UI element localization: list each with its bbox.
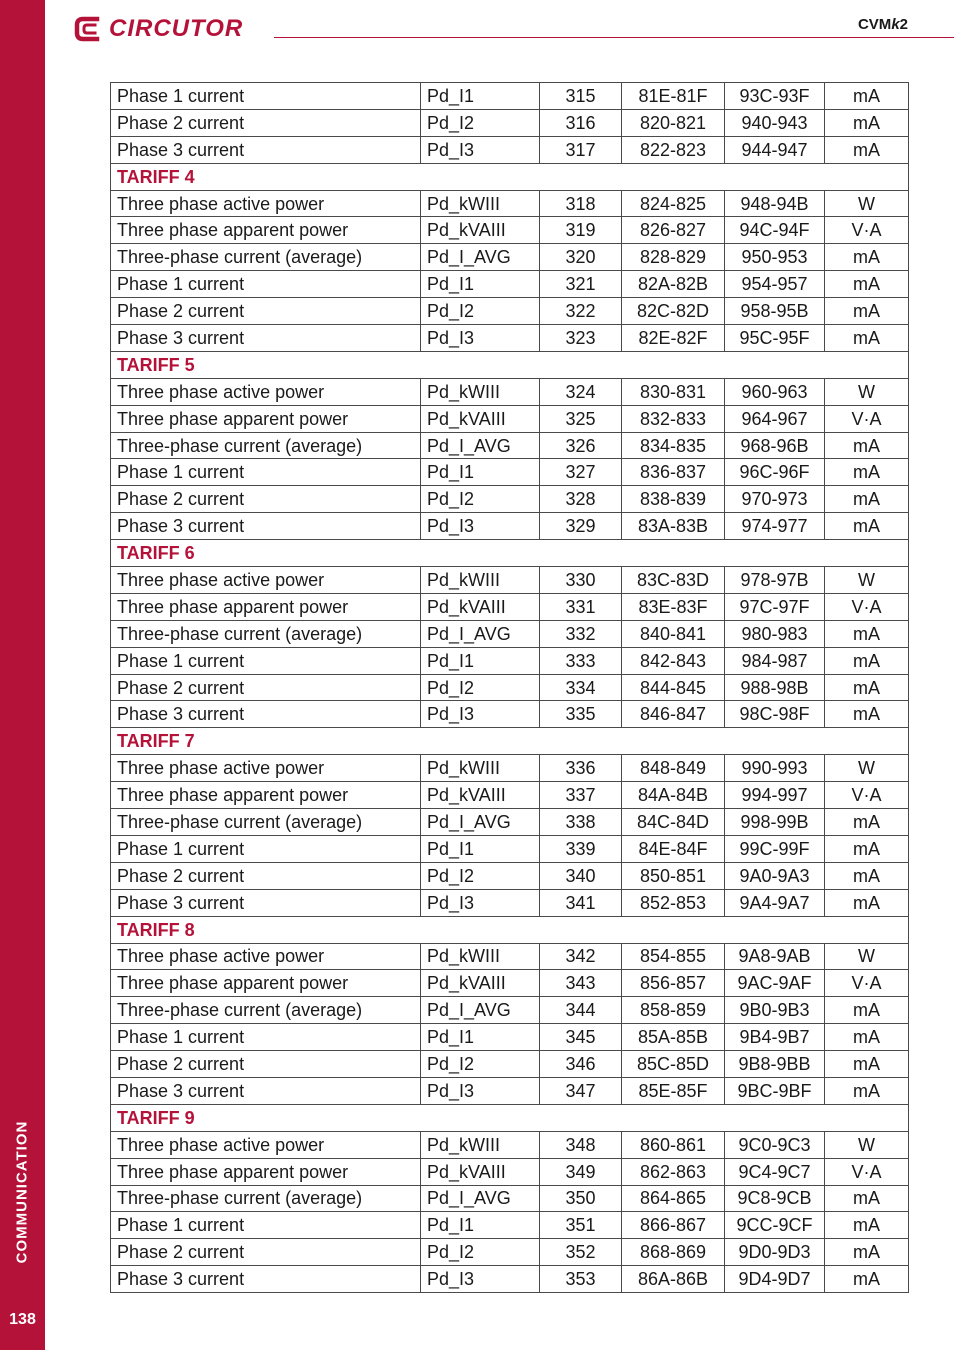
address-cell: 94C-94F — [725, 217, 825, 244]
units-cell: mA — [825, 459, 909, 486]
instantaneous-address-cell: 822-823 — [622, 136, 725, 163]
symbol-cell: Pd_kWIII — [421, 190, 540, 217]
variable-code-cell: 330 — [540, 567, 622, 594]
symbol-cell: Pd_kVAIII — [421, 782, 540, 809]
address-cell: 980-983 — [725, 620, 825, 647]
address-cell: 948-94B — [725, 190, 825, 217]
instantaneous-address-cell: 850-851 — [622, 862, 725, 889]
units-cell: V·A — [825, 593, 909, 620]
units-cell: V·A — [825, 1158, 909, 1185]
symbol-cell: Pd_I_AVG — [421, 809, 540, 836]
variable-code-cell: 340 — [540, 862, 622, 889]
symbol-cell: Pd_I1 — [421, 647, 540, 674]
tariff-section-row — [111, 351, 909, 378]
table-row — [111, 809, 909, 836]
parameter-cell: Three phase apparent power — [111, 217, 421, 244]
symbol-cell: Pd_I2 — [421, 1239, 540, 1266]
variable-code-cell: 347 — [540, 1077, 622, 1104]
address-cell: 9C4-9C7 — [725, 1158, 825, 1185]
symbol-cell: Pd_kWIII — [421, 567, 540, 594]
units-cell: mA — [825, 647, 909, 674]
variable-code-cell: 342 — [540, 943, 622, 970]
tariff-section-row — [111, 1104, 909, 1131]
table-row — [111, 674, 909, 701]
instantaneous-address-cell: 830-831 — [622, 378, 725, 405]
table-row — [111, 459, 909, 486]
parameter-cell: Three-phase current (average) — [111, 997, 421, 1024]
symbol-cell: Pd_kVAIII — [421, 1158, 540, 1185]
parameter-cell: Phase 3 current — [111, 1077, 421, 1104]
sidebar — [0, 0, 45, 1350]
table-row — [111, 1131, 909, 1158]
symbol-cell: Pd_I1 — [421, 1212, 540, 1239]
variable-code-cell: 345 — [540, 1024, 622, 1051]
address-cell: 9C8-9CB — [725, 1185, 825, 1212]
parameter-cell: Phase 1 current — [111, 835, 421, 862]
model-base: CVM — [857, 16, 892, 33]
instantaneous-address-cell: 858-859 — [622, 997, 725, 1024]
symbol-cell: Pd_I1 — [421, 271, 540, 298]
variable-code-cell: 327 — [540, 459, 622, 486]
instantaneous-address-cell: 868-869 — [622, 1239, 725, 1266]
parameter-cell: Phase 3 current — [111, 136, 421, 163]
address-cell: 9A0-9A3 — [725, 862, 825, 889]
address-cell: 98C-98F — [725, 701, 825, 728]
variable-code-cell: 315 — [540, 83, 622, 110]
table-row — [111, 432, 909, 459]
symbol-cell: Pd_I_AVG — [421, 244, 540, 271]
instantaneous-address-cell: 84A-84B — [622, 782, 725, 809]
address-cell: 954-957 — [725, 271, 825, 298]
table-row — [111, 701, 909, 728]
tariff-section-row — [111, 540, 909, 567]
table-row — [111, 325, 909, 352]
parameter-cell: Phase 2 current — [111, 298, 421, 325]
variable-code-cell: 336 — [540, 755, 622, 782]
address-cell: 990-993 — [725, 755, 825, 782]
units-cell: mA — [825, 701, 909, 728]
tariff-title: TARIFF 9 — [111, 1104, 909, 1131]
instantaneous-address-cell: 846-847 — [622, 701, 725, 728]
table-row — [111, 1212, 909, 1239]
variable-code-cell: 331 — [540, 593, 622, 620]
variable-code-cell: 316 — [540, 109, 622, 136]
symbol-cell: Pd_I2 — [421, 862, 540, 889]
table-row — [111, 647, 909, 674]
model-suffix: 2 — [899, 16, 908, 33]
parameter-cell: Three phase active power — [111, 943, 421, 970]
address-cell: 950-953 — [725, 244, 825, 271]
address-cell: 960-963 — [725, 378, 825, 405]
tariff-title: TARIFF 5 — [111, 351, 909, 378]
tariff-section-row — [111, 728, 909, 755]
symbol-cell: Pd_I_AVG — [421, 432, 540, 459]
units-cell: W — [825, 943, 909, 970]
variable-code-cell: 344 — [540, 997, 622, 1024]
instantaneous-address-cell: 828-829 — [622, 244, 725, 271]
table-row — [111, 1051, 909, 1078]
instantaneous-address-cell: 83E-83F — [622, 593, 725, 620]
symbol-cell: Pd_kWIII — [421, 378, 540, 405]
units-cell: V·A — [825, 970, 909, 997]
variable-code-cell: 350 — [540, 1185, 622, 1212]
table-row — [111, 136, 909, 163]
address-cell: 974-977 — [725, 513, 825, 540]
parameter-cell: Phase 3 current — [111, 889, 421, 916]
units-cell: mA — [825, 835, 909, 862]
instantaneous-address-cell: 852-853 — [622, 889, 725, 916]
variable-code-cell: 338 — [540, 809, 622, 836]
symbol-cell: Pd_I2 — [421, 674, 540, 701]
address-cell: 998-99B — [725, 809, 825, 836]
parameter-cell: Three phase active power — [111, 1131, 421, 1158]
symbol-cell: Pd_I3 — [421, 1266, 540, 1293]
instantaneous-address-cell: 860-861 — [622, 1131, 725, 1158]
table-row — [111, 1239, 909, 1266]
table-row — [111, 782, 909, 809]
parameter-cell: Phase 2 current — [111, 109, 421, 136]
tariff-title: TARIFF 4 — [111, 163, 909, 190]
symbol-cell: Pd_I_AVG — [421, 997, 540, 1024]
address-cell: 9B8-9BB — [725, 1051, 825, 1078]
tariff-title: TARIFF 8 — [111, 916, 909, 943]
instantaneous-address-cell: 83A-83B — [622, 513, 725, 540]
variable-code-cell: 332 — [540, 620, 622, 647]
model-name — [858, 16, 908, 33]
address-cell: 978-97B — [725, 567, 825, 594]
address-cell: 9B0-9B3 — [725, 997, 825, 1024]
units-cell: mA — [825, 1077, 909, 1104]
tariff-title: TARIFF 7 — [111, 728, 909, 755]
variable-code-cell: 348 — [540, 1131, 622, 1158]
units-cell: mA — [825, 136, 909, 163]
units-cell: mA — [825, 674, 909, 701]
instantaneous-address-cell: 86A-86B — [622, 1266, 725, 1293]
symbol-cell: Pd_kWIII — [421, 1131, 540, 1158]
variable-code-cell: 352 — [540, 1239, 622, 1266]
page-number: 138 — [9, 1311, 36, 1328]
symbol-cell: Pd_kVAIII — [421, 970, 540, 997]
instantaneous-address-cell: 84E-84F — [622, 835, 725, 862]
symbol-cell: Pd_kVAIII — [421, 217, 540, 244]
model-k: k — [891, 16, 900, 33]
variable-code-cell: 334 — [540, 674, 622, 701]
units-cell: W — [825, 378, 909, 405]
parameter-cell: Phase 2 current — [111, 674, 421, 701]
symbol-cell: Pd_I3 — [421, 1077, 540, 1104]
table-row — [111, 862, 909, 889]
parameter-cell: Three phase apparent power — [111, 782, 421, 809]
tariff-title: TARIFF 6 — [111, 540, 909, 567]
table-row — [111, 83, 909, 110]
table-row — [111, 1077, 909, 1104]
instantaneous-address-cell: 832-833 — [622, 405, 725, 432]
instantaneous-address-cell: 81E-81F — [622, 83, 725, 110]
variable-code-cell: 328 — [540, 486, 622, 513]
address-cell: 9BC-9BF — [725, 1077, 825, 1104]
parameter-cell: Phase 1 current — [111, 1024, 421, 1051]
parameter-cell: Phase 2 current — [111, 862, 421, 889]
table-row — [111, 1158, 909, 1185]
variable-code-cell: 343 — [540, 970, 622, 997]
address-cell: 97C-97F — [725, 593, 825, 620]
symbol-cell: Pd_kWIII — [421, 755, 540, 782]
table-row — [111, 1266, 909, 1293]
symbol-cell: Pd_I1 — [421, 1024, 540, 1051]
table-row — [111, 889, 909, 916]
header-rule — [274, 37, 954, 38]
parameter-cell: Three phase active power — [111, 378, 421, 405]
parameter-cell: Phase 2 current — [111, 1239, 421, 1266]
instantaneous-address-cell: 862-863 — [622, 1158, 725, 1185]
variable-code-cell: 320 — [540, 244, 622, 271]
units-cell: mA — [825, 1239, 909, 1266]
instantaneous-address-cell: 856-857 — [622, 970, 725, 997]
instantaneous-address-cell: 85E-85F — [622, 1077, 725, 1104]
units-cell: V·A — [825, 405, 909, 432]
symbol-cell: Pd_I1 — [421, 835, 540, 862]
parameter-cell: Three phase active power — [111, 190, 421, 217]
symbol-cell: Pd_I2 — [421, 109, 540, 136]
address-cell: 968-96B — [725, 432, 825, 459]
address-cell: 9AC-9AF — [725, 970, 825, 997]
instantaneous-address-cell: 842-843 — [622, 647, 725, 674]
table-row — [111, 298, 909, 325]
parameter-cell: Phase 3 current — [111, 701, 421, 728]
units-cell: W — [825, 190, 909, 217]
instantaneous-address-cell: 826-827 — [622, 217, 725, 244]
symbol-cell: Pd_I2 — [421, 298, 540, 325]
table-row — [111, 244, 909, 271]
variable-code-cell: 329 — [540, 513, 622, 540]
variable-code-cell: 335 — [540, 701, 622, 728]
parameter-cell: Phase 3 current — [111, 325, 421, 352]
instantaneous-address-cell: 834-835 — [622, 432, 725, 459]
variable-code-cell: 337 — [540, 782, 622, 809]
symbol-cell: Pd_I_AVG — [421, 620, 540, 647]
table-row — [111, 405, 909, 432]
tariff-section-row — [111, 163, 909, 190]
parameter-cell: Phase 1 current — [111, 647, 421, 674]
variable-code-cell: 323 — [540, 325, 622, 352]
address-cell: 9A4-9A7 — [725, 889, 825, 916]
address-cell: 958-95B — [725, 298, 825, 325]
table-row — [111, 567, 909, 594]
variable-code-cell: 318 — [540, 190, 622, 217]
variable-code-cell: 333 — [540, 647, 622, 674]
table-row — [111, 620, 909, 647]
instantaneous-address-cell: 85C-85D — [622, 1051, 725, 1078]
units-cell: mA — [825, 1024, 909, 1051]
instantaneous-address-cell: 854-855 — [622, 943, 725, 970]
parameter-cell: Phase 3 current — [111, 513, 421, 540]
parameter-cell: Three phase apparent power — [111, 593, 421, 620]
instantaneous-address-cell: 838-839 — [622, 486, 725, 513]
instantaneous-address-cell: 836-837 — [622, 459, 725, 486]
table-row — [111, 835, 909, 862]
units-cell: mA — [825, 620, 909, 647]
variable-code-cell: 317 — [540, 136, 622, 163]
units-cell: mA — [825, 862, 909, 889]
instantaneous-address-cell: 83C-83D — [622, 567, 725, 594]
units-cell: mA — [825, 1266, 909, 1293]
parameter-cell: Three-phase current (average) — [111, 620, 421, 647]
units-cell: mA — [825, 109, 909, 136]
parameter-cell: Three phase apparent power — [111, 970, 421, 997]
variable-code-cell: 351 — [540, 1212, 622, 1239]
instantaneous-address-cell: 866-867 — [622, 1212, 725, 1239]
instantaneous-address-cell: 82A-82B — [622, 271, 725, 298]
units-cell: mA — [825, 889, 909, 916]
address-cell: 9C0-9C3 — [725, 1131, 825, 1158]
table-row — [111, 943, 909, 970]
instantaneous-address-cell: 82C-82D — [622, 298, 725, 325]
table-row — [111, 486, 909, 513]
instantaneous-address-cell: 840-841 — [622, 620, 725, 647]
variable-code-cell: 322 — [540, 298, 622, 325]
address-cell: 99C-99F — [725, 835, 825, 862]
variable-code-cell: 325 — [540, 405, 622, 432]
address-cell: 964-967 — [725, 405, 825, 432]
symbol-cell: Pd_I3 — [421, 889, 540, 916]
table-row — [111, 593, 909, 620]
parameter-cell: Three-phase current (average) — [111, 809, 421, 836]
units-cell: mA — [825, 83, 909, 110]
instantaneous-address-cell: 864-865 — [622, 1185, 725, 1212]
instantaneous-address-cell: 820-821 — [622, 109, 725, 136]
parameter-cell: Phase 1 current — [111, 271, 421, 298]
parameter-cell: Phase 2 current — [111, 486, 421, 513]
address-cell: 984-987 — [725, 647, 825, 674]
units-cell: mA — [825, 486, 909, 513]
variable-code-cell: 339 — [540, 835, 622, 862]
brand-logo — [72, 11, 243, 47]
units-cell: W — [825, 1131, 909, 1158]
symbol-cell: Pd_I2 — [421, 486, 540, 513]
parameter-cell: Phase 1 current — [111, 459, 421, 486]
parameter-cell: Phase 3 current — [111, 1266, 421, 1293]
symbol-cell: Pd_I3 — [421, 513, 540, 540]
parameter-cell: Three phase active power — [111, 567, 421, 594]
parameter-cell: Phase 2 current — [111, 1051, 421, 1078]
address-cell: 95C-95F — [725, 325, 825, 352]
parameter-cell: Three phase apparent power — [111, 1158, 421, 1185]
symbol-cell: Pd_kVAIII — [421, 593, 540, 620]
units-cell: mA — [825, 1185, 909, 1212]
units-cell: V·A — [825, 217, 909, 244]
circutor-logo-icon — [72, 13, 104, 45]
parameter-cell: Three phase active power — [111, 755, 421, 782]
symbol-cell: Pd_I1 — [421, 83, 540, 110]
parameter-cell: Three phase apparent power — [111, 405, 421, 432]
instantaneous-address-cell: 85A-85B — [622, 1024, 725, 1051]
units-cell: W — [825, 755, 909, 782]
symbol-cell: Pd_I1 — [421, 459, 540, 486]
units-cell: mA — [825, 1212, 909, 1239]
table-row — [111, 217, 909, 244]
units-cell: W — [825, 567, 909, 594]
symbol-cell: Pd_I3 — [421, 136, 540, 163]
variable-code-cell: 349 — [540, 1158, 622, 1185]
address-cell: 944-947 — [725, 136, 825, 163]
brand-name: CIRCUTOR — [109, 15, 244, 42]
variable-code-cell: 319 — [540, 217, 622, 244]
units-cell: mA — [825, 432, 909, 459]
symbol-cell: Pd_I3 — [421, 325, 540, 352]
parameter-cell: Three-phase current (average) — [111, 432, 421, 459]
parameter-cell: Three-phase current (average) — [111, 1185, 421, 1212]
address-cell: 9CC-9CF — [725, 1212, 825, 1239]
units-cell: mA — [825, 271, 909, 298]
tariff-section-row — [111, 916, 909, 943]
parameter-cell: Phase 1 current — [111, 83, 421, 110]
instantaneous-address-cell: 848-849 — [622, 755, 725, 782]
table-row — [111, 970, 909, 997]
table-row — [111, 1185, 909, 1212]
section-label: COMMUNICATION — [13, 1120, 31, 1264]
address-cell: 9D4-9D7 — [725, 1266, 825, 1293]
register-table — [110, 82, 909, 1293]
units-cell: mA — [825, 513, 909, 540]
units-cell: mA — [825, 997, 909, 1024]
table-row — [111, 271, 909, 298]
variable-code-cell: 341 — [540, 889, 622, 916]
units-cell: mA — [825, 244, 909, 271]
symbol-cell: Pd_I2 — [421, 1051, 540, 1078]
address-cell: 9D0-9D3 — [725, 1239, 825, 1266]
table-row — [111, 513, 909, 540]
units-cell: V·A — [825, 782, 909, 809]
variable-code-cell: 353 — [540, 1266, 622, 1293]
table-row — [111, 378, 909, 405]
parameter-cell: Three-phase current (average) — [111, 244, 421, 271]
address-cell: 994-997 — [725, 782, 825, 809]
symbol-cell: Pd_I_AVG — [421, 1185, 540, 1212]
address-cell: 940-943 — [725, 109, 825, 136]
instantaneous-address-cell: 82E-82F — [622, 325, 725, 352]
instantaneous-address-cell: 844-845 — [622, 674, 725, 701]
address-cell: 9A8-9AB — [725, 943, 825, 970]
address-cell: 970-973 — [725, 486, 825, 513]
address-cell: 93C-93F — [725, 83, 825, 110]
table-row — [111, 997, 909, 1024]
table-row — [111, 1024, 909, 1051]
table-row — [111, 190, 909, 217]
variable-code-cell: 324 — [540, 378, 622, 405]
units-cell: mA — [825, 298, 909, 325]
table-row — [111, 755, 909, 782]
instantaneous-address-cell: 824-825 — [622, 190, 725, 217]
variable-code-cell: 326 — [540, 432, 622, 459]
units-cell: mA — [825, 1051, 909, 1078]
variable-code-cell: 321 — [540, 271, 622, 298]
units-cell: mA — [825, 809, 909, 836]
address-cell: 96C-96F — [725, 459, 825, 486]
table-row — [111, 109, 909, 136]
units-cell: mA — [825, 325, 909, 352]
instantaneous-address-cell: 84C-84D — [622, 809, 725, 836]
address-cell: 9B4-9B7 — [725, 1024, 825, 1051]
variable-code-cell: 346 — [540, 1051, 622, 1078]
address-cell: 988-98B — [725, 674, 825, 701]
symbol-cell: Pd_I3 — [421, 701, 540, 728]
parameter-cell: Phase 1 current — [111, 1212, 421, 1239]
symbol-cell: Pd_kVAIII — [421, 405, 540, 432]
symbol-cell: Pd_kWIII — [421, 943, 540, 970]
